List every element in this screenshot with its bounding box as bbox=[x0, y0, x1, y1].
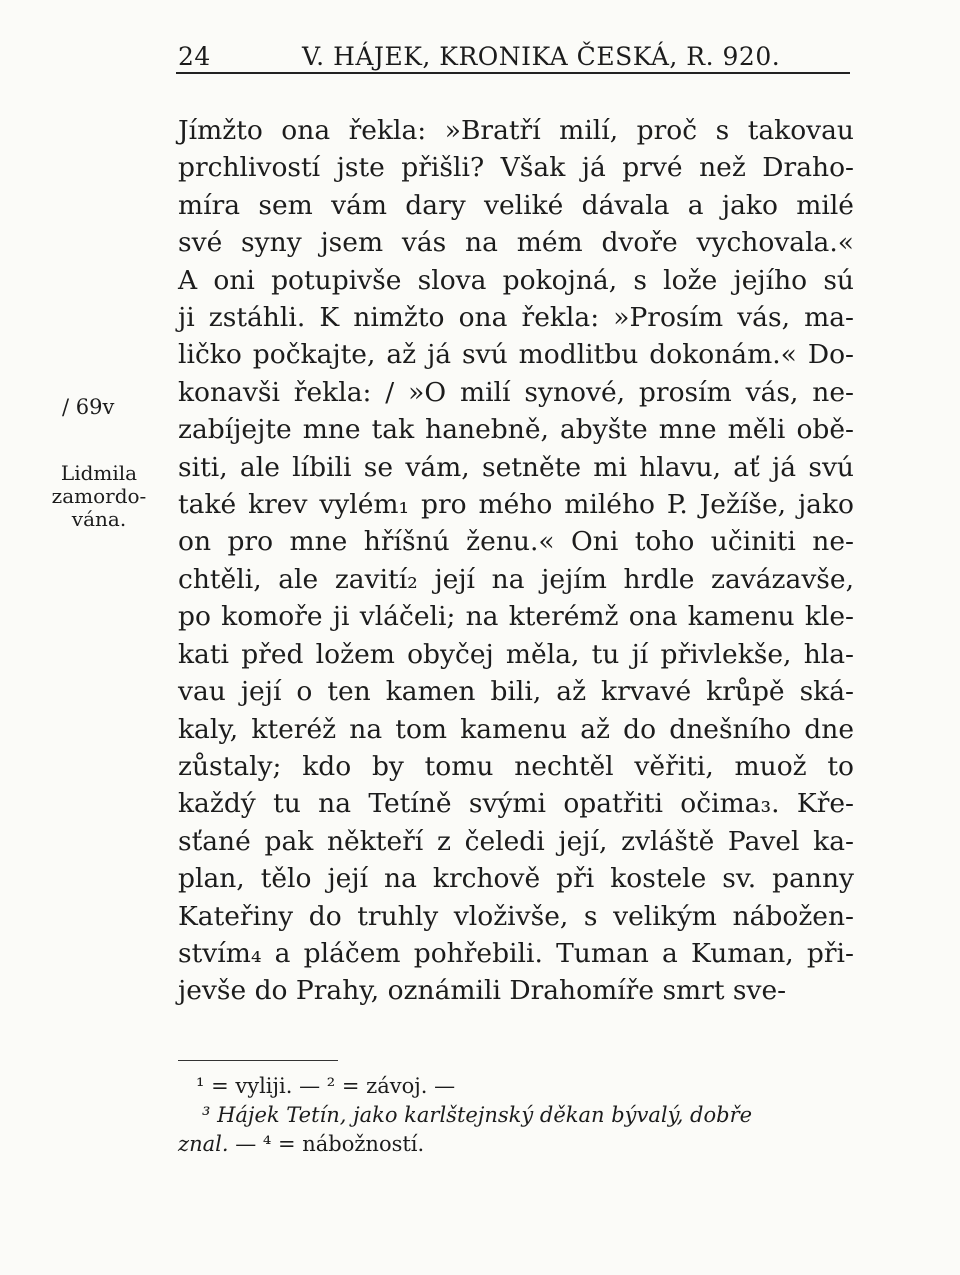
text-line: sťané pak někteří z čeledi její, zvláště Pavel ka- bbox=[178, 825, 854, 857]
main-text bbox=[178, 112, 854, 1010]
text-line: každý tu na Tetíně svými opatřiti očima₃. Kře- bbox=[178, 788, 854, 820]
text-line: ličko počkajte, až já svú modlitbu dokonám.« Do- bbox=[178, 339, 854, 371]
running-header bbox=[176, 38, 850, 74]
margin-note-line: Lidmila bbox=[60, 461, 138, 485]
text-line: kati před ložem obyčej měla, tu jí přivlekše, hla- bbox=[178, 638, 854, 670]
text-line: míra sem vám dary veliké dávala a jako milé bbox=[178, 189, 854, 221]
text-line: zůstaly; kdo by tomu nechtěl věřiti, muož to bbox=[178, 750, 854, 782]
footnotes bbox=[178, 1072, 854, 1159]
text-line: po komoře ji vláčeli; na kterémž ona kamenu kle- bbox=[178, 601, 854, 633]
footnote-text: — ⁴ = nábožností. bbox=[228, 1132, 425, 1156]
text-line: také krev vylém₁ pro mého milého P. Ježíše, jako bbox=[178, 489, 854, 521]
text-line: ji zstáhli. K nimžto ona řekla: »Prosím vás, ma- bbox=[178, 302, 854, 334]
text-line: kaly, kteréž na tom kamenu až do dnešního dne bbox=[178, 713, 854, 745]
footnote-line: ¹ = vyliji. — ² = závoj. — bbox=[196, 1074, 456, 1098]
margin-note-line: vána. bbox=[71, 507, 127, 531]
running-title: V. HÁJEK, KRONIKA ČESKÁ, R. 920. bbox=[302, 42, 781, 71]
text-line: prchlivostí jste přišli? Však já prvé než Draho- bbox=[178, 152, 854, 184]
footnote-line: ³ Hájek Tetín, jako karlštejnský děkan bývalý, dobře bbox=[202, 1103, 753, 1127]
text-line: A oni potupivše slova pokojná, s lože jejího sú bbox=[178, 264, 854, 296]
text-line: Jímžto ona řekla: »Bratří milí, proč s takovau bbox=[178, 115, 854, 146]
text-line: zabíjejte mne tak hanebně, abyšte mne měli obě- bbox=[178, 414, 854, 446]
text-line: své syny jsem vás na mém dvoře vychovala.« bbox=[178, 227, 854, 259]
text-line: siti, ale líbili se vám, setněte mi hlavu, ať já svú bbox=[178, 451, 854, 483]
margin-folio-marker: / 69v bbox=[62, 395, 115, 419]
text-line: Kateřiny do truhly vloživše, s velikým nábožen- bbox=[178, 900, 854, 932]
text-line: konavši řekla: / »O milí synové, prosím vás, ne- bbox=[178, 376, 854, 408]
text-line: chtěli, ale zavití₂ její na jejím hrdle zavázavše, bbox=[178, 563, 854, 595]
page-number: 24 bbox=[178, 42, 211, 71]
text-line: stvím₄ a pláčem pohřebili. Tuman a Kuman, při- bbox=[178, 937, 854, 969]
footnote-divider bbox=[178, 1060, 338, 1061]
footnote-line bbox=[178, 1130, 854, 1159]
text-line: jevše do Prahy, oznámili Drahomíře smrt sve- bbox=[178, 975, 787, 1007]
text-line: vau její o ten kamen bili, až krvavé krůpě ská- bbox=[178, 676, 854, 708]
text-line: plan, tělo její na krchově při kostele sv. panny bbox=[178, 863, 854, 895]
text-line: on pro mne hříšnú ženu.« Oni toho učiniti ne- bbox=[178, 526, 854, 558]
footnote-italic-text: znal. bbox=[178, 1132, 229, 1156]
margin-note bbox=[44, 462, 154, 531]
margin-note-line: zamordo- bbox=[51, 484, 147, 508]
